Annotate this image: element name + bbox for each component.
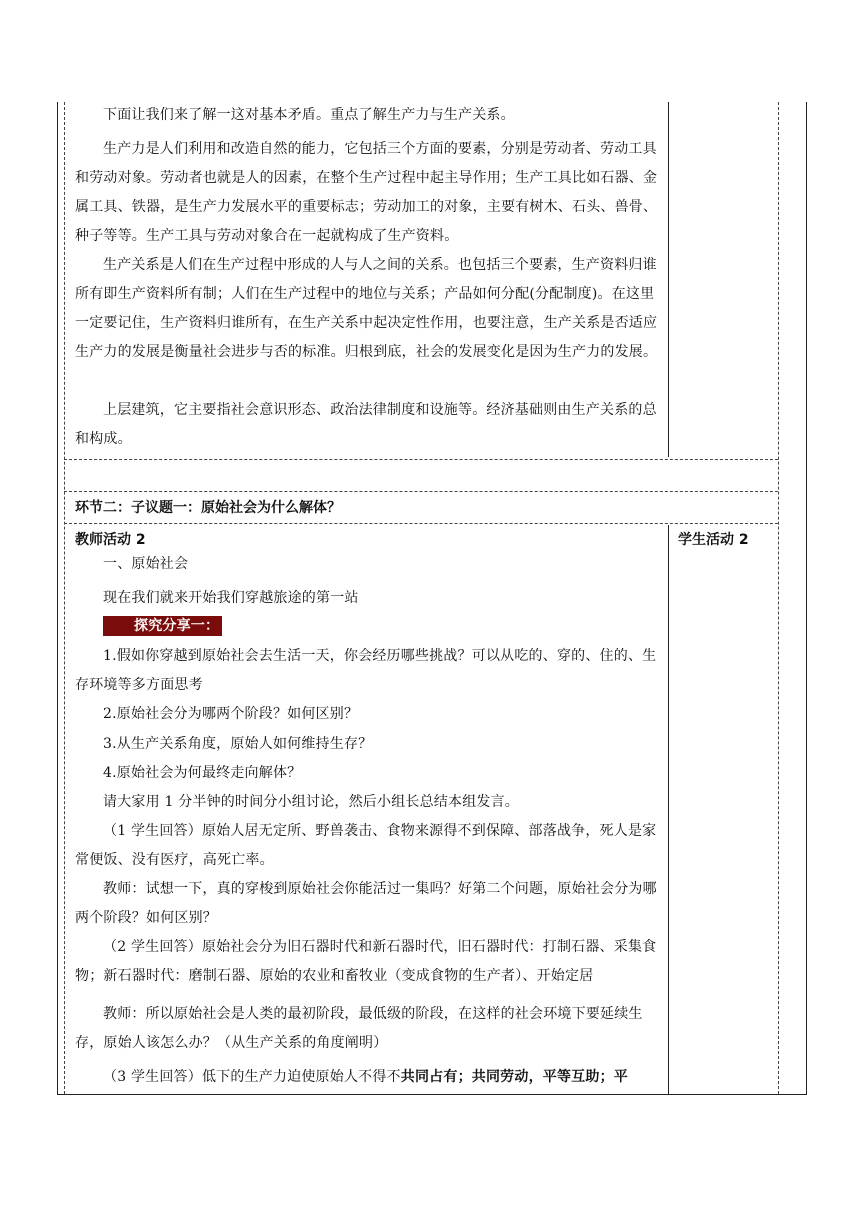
- table-column-divider-top: [668, 102, 669, 457]
- student-answer-2: （2 学生回答）原始社会分为旧石器时代和新石器时代，旧石器时代：打制石器、采集食物；新石器时代：磨制石器、原始的农业和畜牧业（变成食物的生产者）、开始定居: [75, 939, 657, 984]
- question-3: 3.从生产关系角度，原始人如何维持生存？: [103, 736, 373, 752]
- discussion-instruction: 请大家用 1 分半钟的时间分小组讨论，然后小组长总结本组发言。: [103, 794, 520, 810]
- question-4: 4.原始社会为何最终走向解体？: [103, 765, 302, 781]
- student-answer-1: （1 学生回答）原始人居无定所、野兽袭击、食物来源得不到保障、部落战争，死人是家常便饭、没有医疗，高死亡率。: [75, 823, 657, 868]
- paragraph-productive-forces: 生产力是人们利用和改造自然的能力，它包括三个方面的要素，分别是劳动者、劳动工具和劳动对象。劳动者也就是人的因素，在整个生产过程中起主导作用；生产工具比如石器、金属工具、铁器，是生产力发展水平的重要标志；劳动加工的对象，主要有树木、石头、兽骨、种子等等。生产工具与劳动对象合在一起就构成了生产资料。: [75, 141, 658, 244]
- table-inner-right-border: [778, 102, 779, 1094]
- paragraph-production-relations: 生产关系是人们在生产过程中形成的人与人之间的关系。也包括三个要素，生产资料归谁所有即生产资料所有制；人们在生产过程中的地位与关系；产品如何分配(分配制度)。在这里一定要记住，生产资料归谁所有，在生产关系中起决定性作用，也要注意，生产关系是否适应生产力的发展是衡量社会进步与否的标准。归根到底，社会的发展变化是因为生产力的发展。: [75, 257, 658, 360]
- question-1: 1.假如你穿越到原始社会去生活一天，你会经历哪些挑战？可以从吃的、穿的、住的、生存环境等多方面思考: [75, 648, 657, 693]
- teacher-remark-1: 教师：试想一下，真的穿梭到原始社会你能活过一集吗？好第二个问题，原始社会分为哪两个阶段？如何区别？: [75, 881, 657, 926]
- row-divider: [64, 459, 778, 460]
- subheading-primitive-society: 一、原始社会: [103, 556, 189, 572]
- question-2: 2.原始社会分为哪两个阶段？如何区别？: [103, 706, 359, 722]
- table-inner-left-border: [64, 102, 65, 1094]
- student-answer-3-bold: 共同占有；共同劳动，平等互助；平: [400, 1069, 628, 1085]
- paragraph-intro: 下面让我们来了解一这对基本矛盾。重点了解生产力与生产关系。: [103, 107, 515, 123]
- section-title: 环节二：子议题一：原始社会为什么解体？: [75, 500, 341, 516]
- row-divider: [64, 523, 778, 524]
- inquiry-tag: 探究分享一：: [103, 616, 222, 636]
- teacher-remark-2: 教师：所以原始社会是人类的最初阶段，最低级的阶段，在这样的社会环境下要延续生存，原始人该怎么办？（从生产关系的角度阐明）: [75, 1006, 643, 1051]
- paragraph-superstructure: 上层建筑，它主要指社会意识形态、政治法律制度和设施等。经济基础则由生产关系的总和构成。: [75, 402, 657, 447]
- row-divider: [64, 491, 778, 492]
- inquiry-tag-line: [75, 612, 661, 641]
- student-answer-3-text: （3 学生回答）低下的生产力迫使原始人不得不: [103, 1069, 401, 1085]
- intro-line: 现在我们就来开始我们穿越旅途的第一站: [103, 590, 359, 606]
- student-answer-3: [75, 1063, 665, 1092]
- student-activity-header: 学生活动 2: [678, 532, 749, 548]
- teacher-activity-header: 教师活动 2: [75, 532, 146, 548]
- table-column-divider-bottom: [668, 525, 669, 1094]
